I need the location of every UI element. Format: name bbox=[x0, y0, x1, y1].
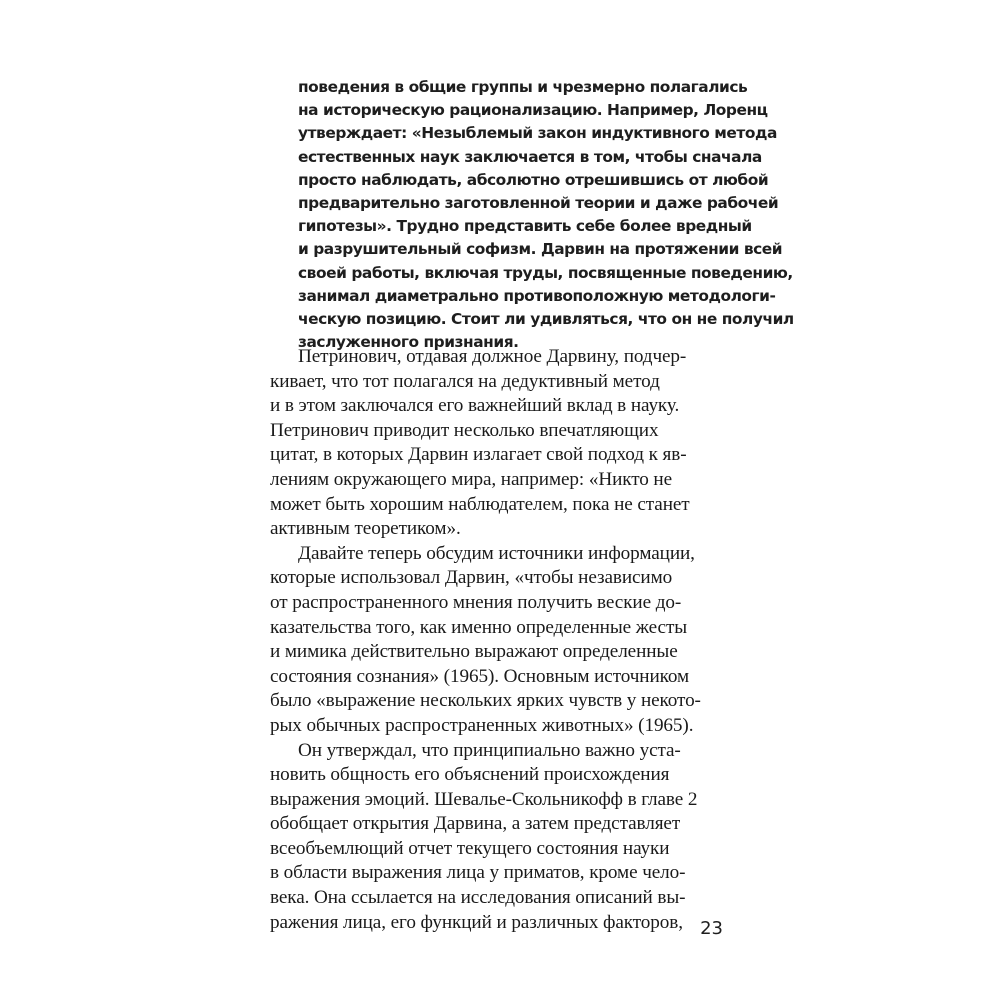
paragraph-2 bbox=[270, 542, 730, 739]
paragraph-line: может быть хорошим наблюдателем, пока не станет bbox=[270, 493, 690, 515]
paragraph-line: века. Она ссылается на исследования описаний вы- bbox=[270, 887, 686, 909]
quote-line: естественных наук заключается в том, чтобы сначала bbox=[298, 147, 762, 166]
paragraph-1 bbox=[270, 345, 730, 542]
paragraph-line: Давайте теперь обсудим источники информации, bbox=[298, 542, 695, 564]
paragraph-line: рых обычных распространенных животных» (1965). bbox=[270, 714, 694, 736]
quote-line: утверждает: «Незыблемый закон индуктивного метода bbox=[298, 124, 777, 143]
paragraph-line: от распространенного мнения получить веские до- bbox=[270, 591, 682, 613]
quote-line: своей работы, включая труды, посвященные поведению, bbox=[298, 263, 793, 282]
paragraph-line: новить общность его объяснений происхождения bbox=[270, 764, 670, 786]
body-text bbox=[270, 345, 730, 935]
quote-line: предварительно заготовленной теории и даже рабочей bbox=[298, 194, 779, 213]
block-quote bbox=[298, 76, 794, 354]
paragraph-line: в области выражения лица у приматов, кроме чело- bbox=[270, 862, 686, 884]
paragraph-line: которые использовал Дарвин, «чтобы независимо bbox=[270, 567, 673, 589]
paragraph-3 bbox=[270, 739, 730, 936]
paragraph-line: кивает, что тот полагался на дедуктивный метод bbox=[270, 370, 660, 392]
quote-line: ческую позицию. Стоит ли удивляться, что он не получил bbox=[298, 310, 794, 329]
paragraph-line: активным теоретиком». bbox=[270, 518, 461, 540]
quote-line: заслуженного признания. bbox=[298, 333, 519, 352]
paragraph-line: казательства того, как именно определенные жесты bbox=[270, 616, 688, 638]
quote-line: поведения в общие группы и чрезмерно полагались bbox=[298, 78, 748, 96]
paragraph-line: было «выражение нескольких ярких чувств у некото- bbox=[270, 690, 701, 712]
paragraph-line: и мимика действительно выражают определенные bbox=[270, 641, 678, 663]
paragraph-line: Он утверждал, что принципиально важно уста- bbox=[298, 739, 681, 761]
quote-line: гипотезы». Трудно представить себе более вредный bbox=[298, 217, 752, 236]
quote-line: просто наблюдать, абсолютно отрешившись от любой bbox=[298, 170, 769, 189]
quote-line: и разрушительный софизм. Дарвин на протяжении всей bbox=[298, 240, 783, 259]
paragraph-line: всеобъемлющий отчет текущего состояния науки bbox=[270, 837, 670, 859]
paragraph-line: обобщает открытия Дарвина, а затем представляет bbox=[270, 813, 681, 835]
page-number: 23 bbox=[700, 918, 723, 939]
paragraph-line: выражения эмоций. Шевалье-Скольникофф в главе 2 bbox=[270, 788, 698, 810]
paragraph-line: цитат, в которых Дарвин излагает свой подход к яв- bbox=[270, 444, 687, 466]
quote-line: на историческую рационализацию. Например, Лоренц bbox=[298, 101, 768, 120]
paragraph-line: лениям окружающего мира, например: «Никто не bbox=[270, 468, 673, 490]
paragraph-line: состояния сознания» (1965). Основным источником bbox=[270, 665, 690, 687]
paragraph-line: ражения лица, его функций и различных факторов, bbox=[270, 911, 683, 933]
paragraph-line: и в этом заключался его важнейший вклад в науку. bbox=[270, 395, 680, 417]
paragraph-line: Петринович приводит несколько впечатляющих bbox=[270, 419, 659, 441]
quote-line: занимал диаметрально противоположную методологи- bbox=[298, 286, 776, 305]
paragraph-line: Петринович, отдавая должное Дарвину, подчер- bbox=[298, 346, 687, 367]
